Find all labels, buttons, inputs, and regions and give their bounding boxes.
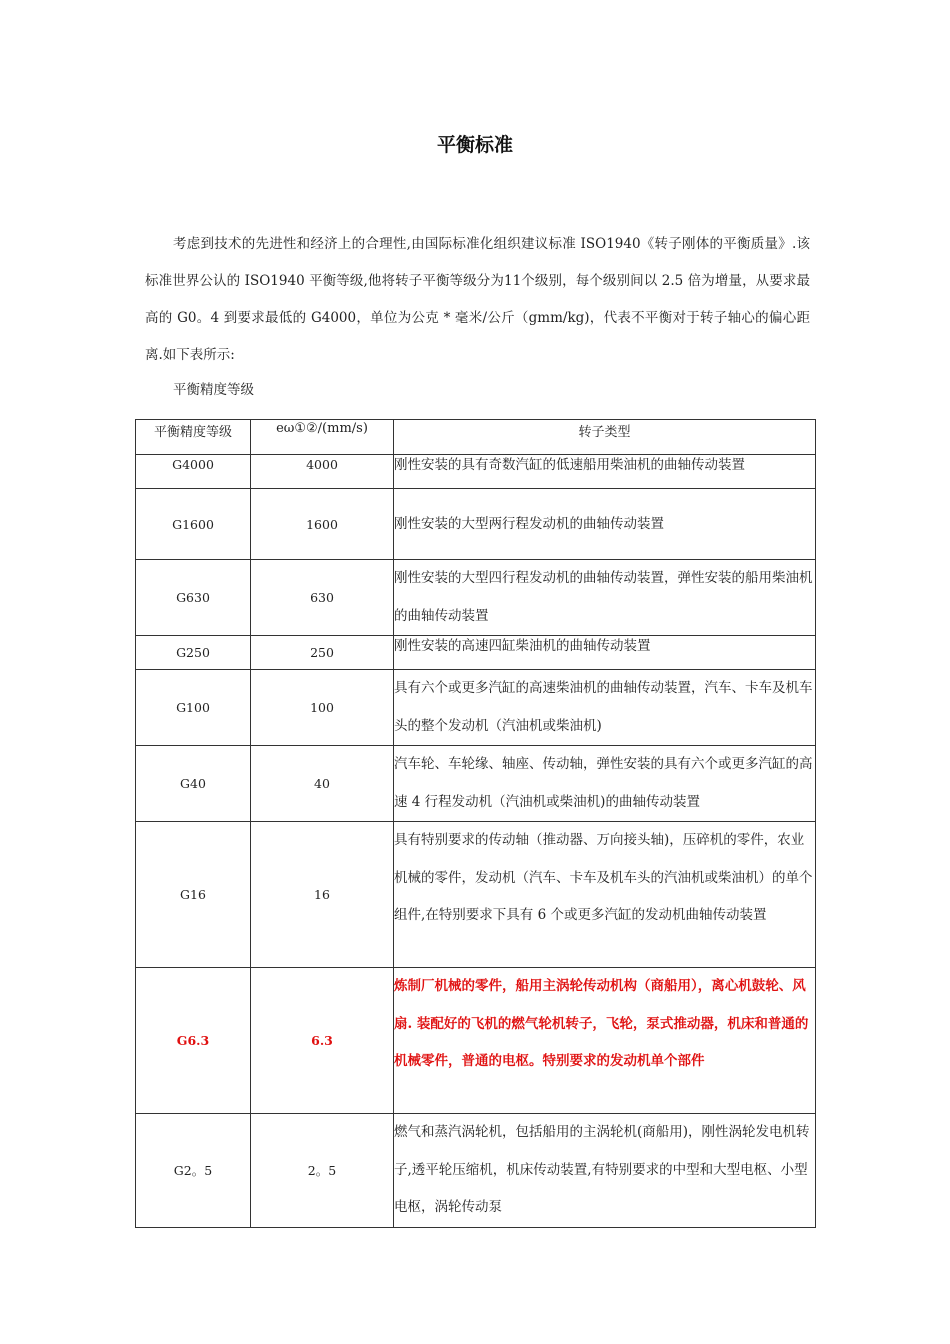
header-grade: 平衡精度等级 bbox=[136, 420, 251, 455]
table-row bbox=[136, 489, 816, 560]
header-value: eω①②/(mm/s) bbox=[251, 420, 394, 455]
value-cell: 630 bbox=[251, 560, 394, 636]
document-title: 平衡标准 bbox=[436, 134, 513, 156]
value-cell: 250 bbox=[251, 636, 394, 670]
value-cell: 100 bbox=[251, 670, 394, 746]
value-cell: 40 bbox=[251, 746, 394, 822]
rotor-type-cell: 燃气和蒸汽涡轮机，包括船用的主涡轮机(商船用)，刚性涡轮发电机转子,透平轮压缩机，机床传动装置,有特别要求的中型和大型电枢、小型电枢，涡轮传动泵 bbox=[394, 1114, 816, 1228]
grade-cell: G4000 bbox=[136, 455, 251, 489]
rotor-type-cell: 汽车轮、车轮缘、轴座、传动轴，弹性安装的具有六个或更多汽缸的高速 4 行程发动机（汽油机或柴油机)的曲轴传动装置 bbox=[394, 746, 816, 822]
grade-cell: G1600 bbox=[136, 489, 251, 560]
table-row bbox=[136, 670, 816, 746]
table-row bbox=[136, 822, 816, 968]
grade-cell: G40 bbox=[136, 746, 251, 822]
grade-cell: G2。5 bbox=[136, 1114, 251, 1228]
value-cell: 6.3 bbox=[251, 968, 394, 1114]
balance-grade-table bbox=[135, 419, 816, 1228]
table-row bbox=[136, 636, 816, 670]
grade-cell: G630 bbox=[136, 560, 251, 636]
value-cell: 1600 bbox=[251, 489, 394, 560]
value-cell: 2。5 bbox=[251, 1114, 394, 1228]
table-row bbox=[136, 746, 816, 822]
rotor-type-cell: 刚性安装的大型四行程发动机的曲轴传动装置，弹性安装的船用柴油机的曲轴传动装置 bbox=[394, 560, 816, 636]
rotor-type-cell: 刚性安装的具有奇数汽缸的低速船用柴油机的曲轴传动装置 bbox=[394, 455, 816, 489]
table-row bbox=[136, 560, 816, 636]
rotor-type-cell: 刚性安装的高速四缸柴油机的曲轴传动装置 bbox=[394, 636, 816, 670]
intro-paragraph: 考虑到技术的先进性和经济上的合理性,由国际标准化组织建议标准 ISO1940《转子刚体的平衡质量》.该标准世界公认的 ISO1940 平衡等级,他将转子平衡等级分为11个级别，每个级别间以 2.5 倍为增量，从要求最高的 G0。4 到要求最低的 G4000，单位为公克 * 毫米/公斤（gmm/kg)，代表不平衡对于转子轴心的偏心距离.如下表所示: bbox=[145, 236, 810, 363]
grade-cell: G16 bbox=[136, 822, 251, 968]
table-caption: 平衡精度等级 bbox=[173, 382, 254, 398]
rotor-type-cell: 刚性安装的大型两行程发动机的曲轴传动装置 bbox=[394, 489, 816, 560]
table-row bbox=[136, 455, 816, 489]
table-row-highlighted bbox=[136, 968, 816, 1114]
value-cell: 16 bbox=[251, 822, 394, 968]
grade-cell: G6.3 bbox=[136, 968, 251, 1114]
rotor-type-cell: 具有六个或更多汽缸的高速柴油机的曲轴传动装置，汽车、卡车及机车头的整个发动机（汽油机或柴油机) bbox=[394, 670, 816, 746]
header-rotor-type: 转子类型 bbox=[394, 420, 816, 455]
value-cell: 4000 bbox=[251, 455, 394, 489]
grade-cell: G100 bbox=[136, 670, 251, 746]
table-header-row bbox=[136, 420, 816, 455]
table-row bbox=[136, 1114, 816, 1228]
rotor-type-cell: 具有特别要求的传动轴（推动器、万向接头轴)，压碎机的零件，农业机械的零件，发动机（汽车、卡车及机车头的汽油机或柴油机）的单个组件,在特别要求下具有 6 个或更多汽缸的发动机曲轴传动装置 bbox=[394, 822, 816, 968]
rotor-type-cell: 炼制厂机械的零件，船用主涡轮传动机构（商船用），离心机鼓轮、风扇. 装配好的飞机的燃气轮机转子，飞轮，泵式推动器，机床和普通的机械零件，普通的电枢。特别要求的发动机单个部件 bbox=[394, 968, 816, 1114]
grade-cell: G250 bbox=[136, 636, 251, 670]
